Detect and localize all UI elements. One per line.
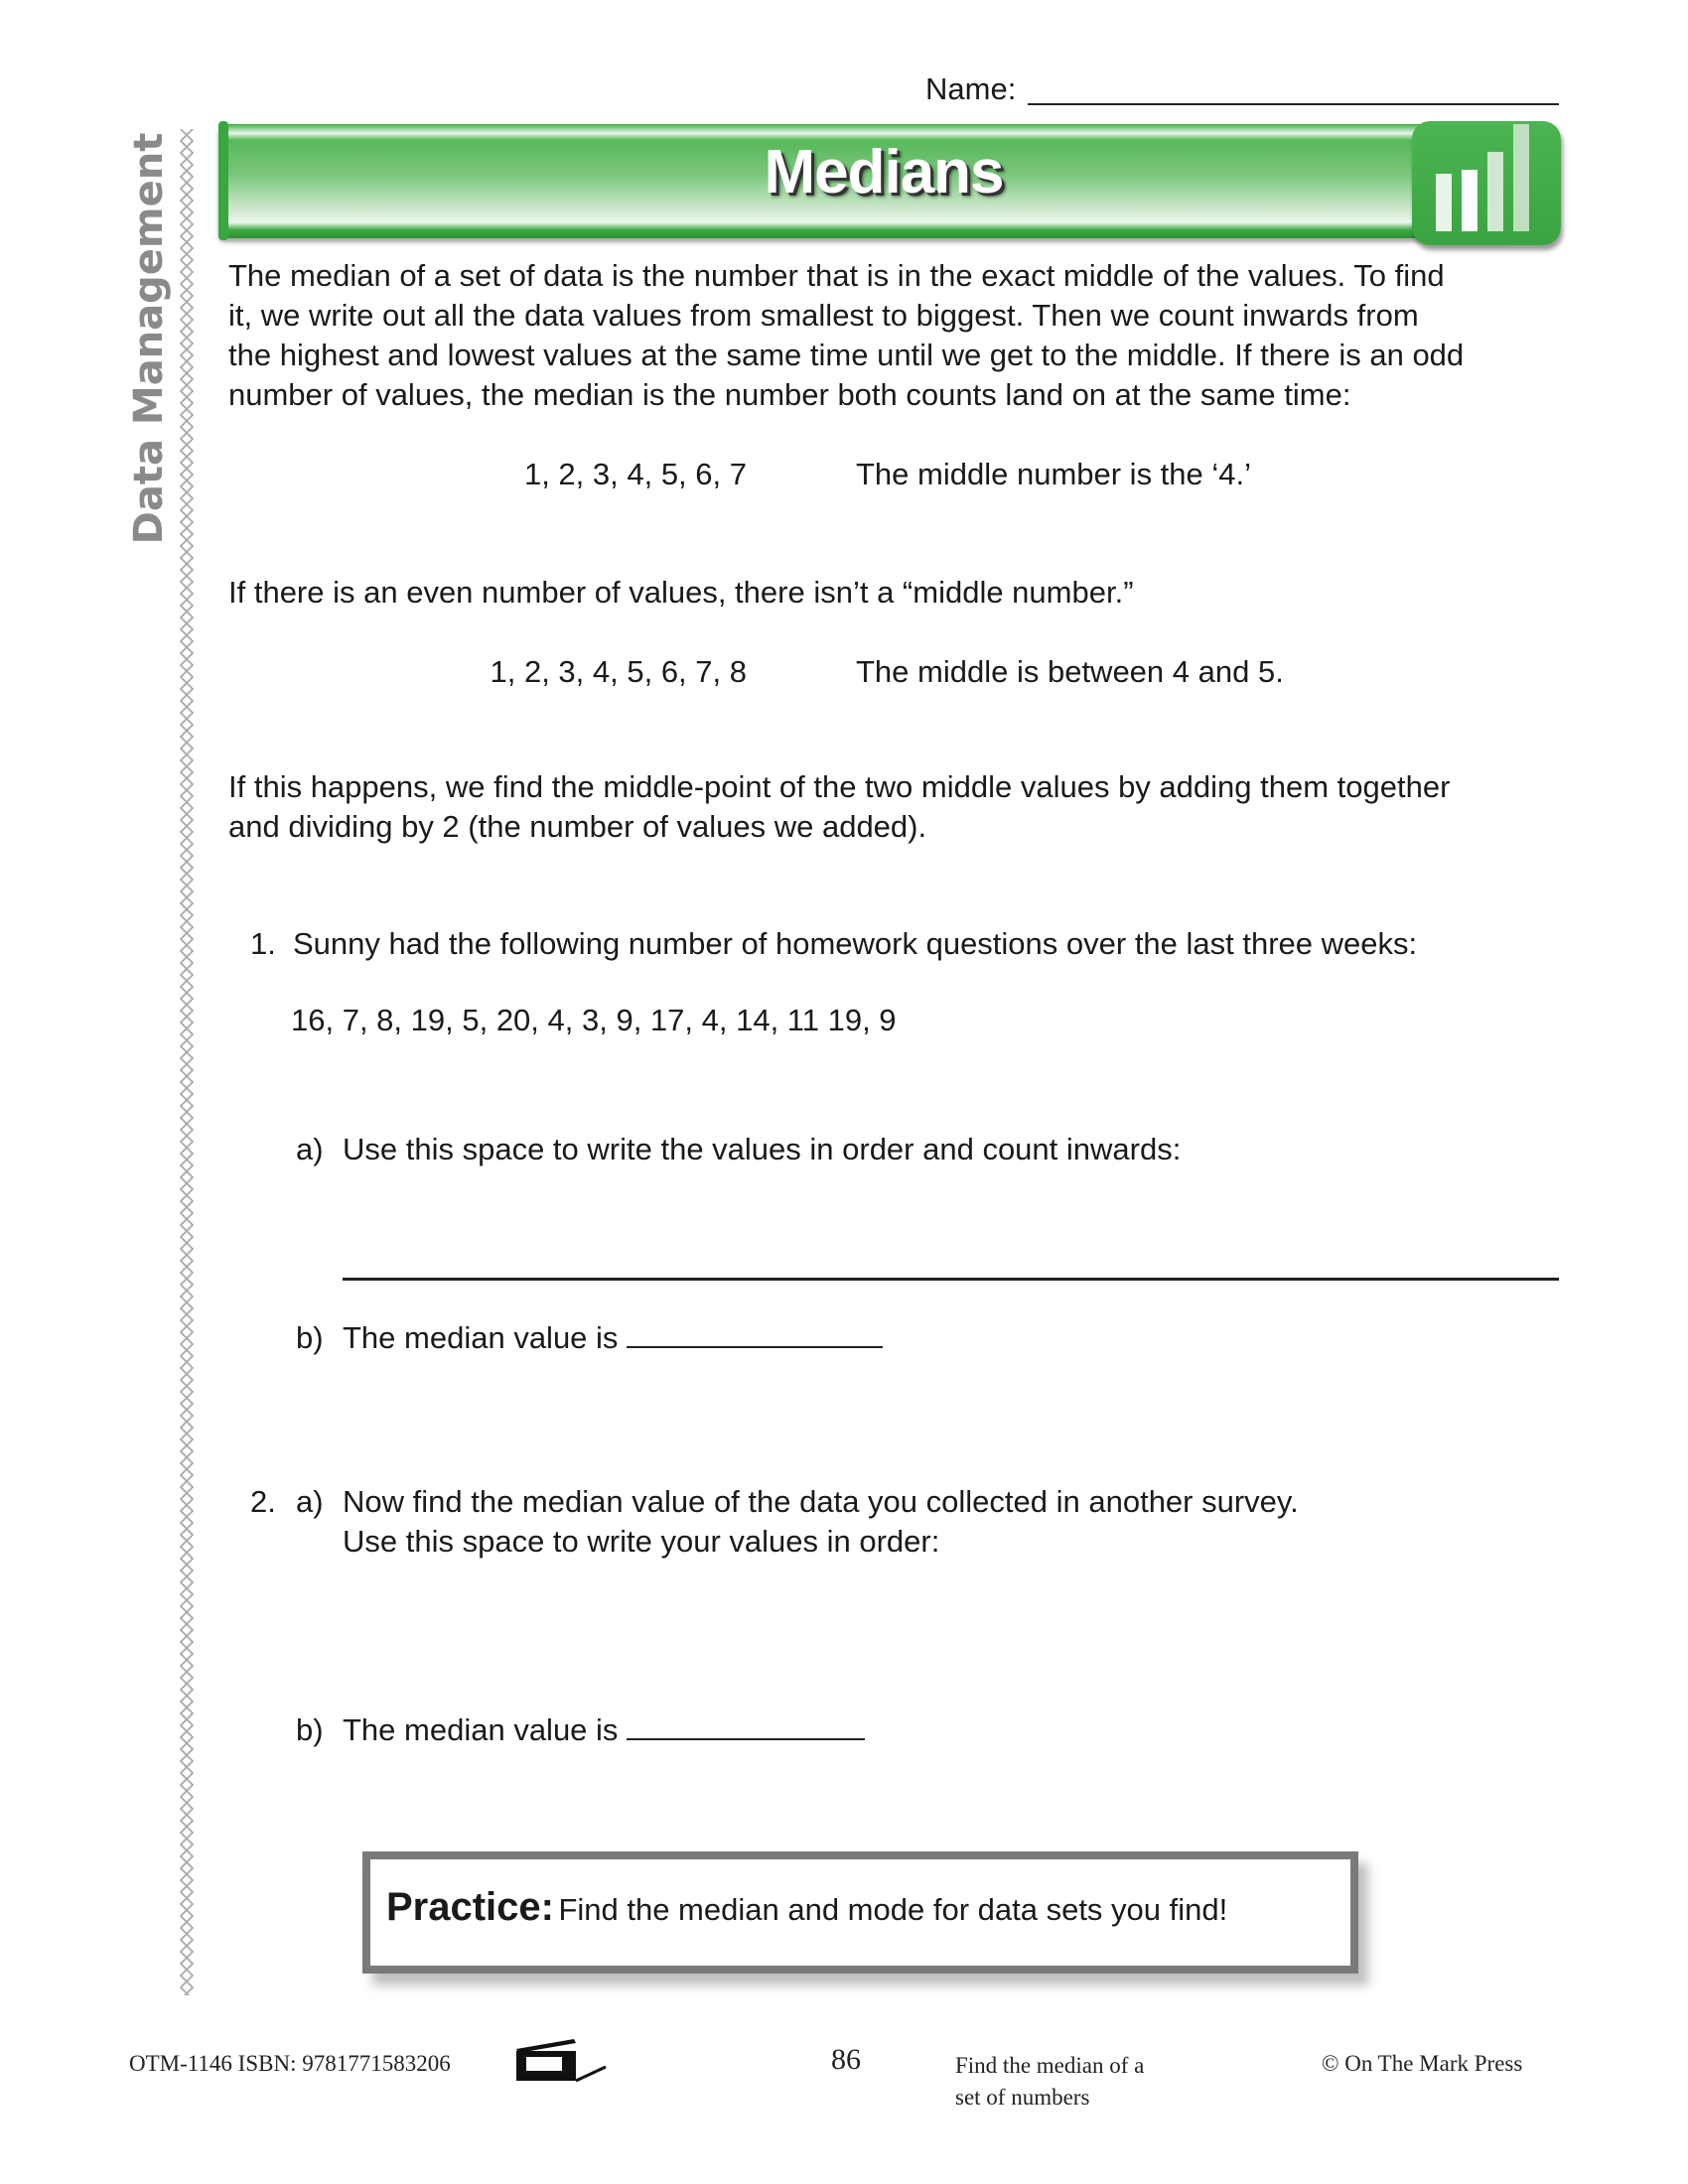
decorative-chain-border (180, 129, 194, 1995)
intro-line: number of values, the median is the number both counts land on at the same time: (228, 377, 1351, 412)
odd-example-values: 1, 2, 3, 4, 5, 6, 7 (523, 457, 747, 491)
q2a-label: a) (296, 1484, 324, 1519)
even-example-note: The middle is between 4 and 5. (856, 654, 1284, 689)
q1b-label: b) (296, 1320, 324, 1355)
name-field[interactable] (1028, 103, 1559, 105)
q1b-text: The median value is (343, 1320, 619, 1355)
q2a-line: Now find the median value of the data you collected in another survey. (343, 1484, 1299, 1519)
q1b-answer-blank[interactable] (627, 1318, 883, 1348)
bar-chart-icon (1412, 121, 1561, 245)
q2b-text: The median value is (343, 1712, 619, 1747)
odd-example-note: The middle number is the ‘4.’ (856, 457, 1252, 491)
section-label: Data Management (126, 132, 172, 545)
page-title: Medians (764, 138, 1004, 206)
footer-code: OTM-1146 ISBN: 9781771583206 (129, 2051, 451, 2076)
midpoint-line: and dividing by 2 (the number of values we added). (228, 809, 927, 844)
page-number: 86 (831, 2043, 861, 2076)
practice-heading: Practice: (386, 1885, 554, 1929)
banner-cap (218, 121, 228, 240)
even-example-values: 1, 2, 3, 4, 5, 6, 7, 8 (490, 654, 747, 689)
q1-data: 16, 7, 8, 19, 5, 20, 4, 3, 9, 17, 4, 14, 11 19, 9 (291, 1003, 897, 1037)
copier-icon (514, 2037, 610, 2083)
q1a-answer-line[interactable] (343, 1278, 1559, 1281)
q2a-line: Use this space to write your values in order: (343, 1524, 940, 1559)
q1a-text: Use this space to write the values in order and count inwards: (343, 1132, 1182, 1166)
q2b-row (343, 1710, 865, 1750)
q1a-label: a) (296, 1132, 324, 1166)
footer-topic: Find the median of a (955, 2053, 1145, 2078)
q2-number: 2. (250, 1484, 276, 1519)
even-text: If there is an even number of values, there isn’t a “middle number.” (228, 575, 1134, 610)
q2b-label: b) (296, 1712, 324, 1747)
footer-copyright: © On The Mark Press (1322, 2051, 1523, 2076)
name-label: Name: (925, 71, 1017, 106)
footer-topic: set of numbers (955, 2085, 1090, 2110)
intro-line: it, we write out all the data values from smallest to biggest. Then we count inwards from (228, 298, 1419, 333)
practice-box (362, 1851, 1358, 1974)
q1-text: Sunny had the following number of homework questions over the last three weeks: (293, 926, 1418, 961)
q1b-row (343, 1318, 883, 1358)
intro-line: The median of a set of data is the number that is in the exact middle of the values. To find (228, 258, 1445, 293)
q2b-answer-blank[interactable] (627, 1710, 865, 1740)
intro-line: the highest and lowest values at the same time until we get to the middle. If there is an odd (228, 338, 1465, 372)
midpoint-line: If this happens, we find the middle-point of the two middle values by adding them together (228, 769, 1451, 804)
practice-text: Find the median and mode for data sets you find! (558, 1892, 1228, 1927)
q1-number: 1. (250, 926, 276, 961)
